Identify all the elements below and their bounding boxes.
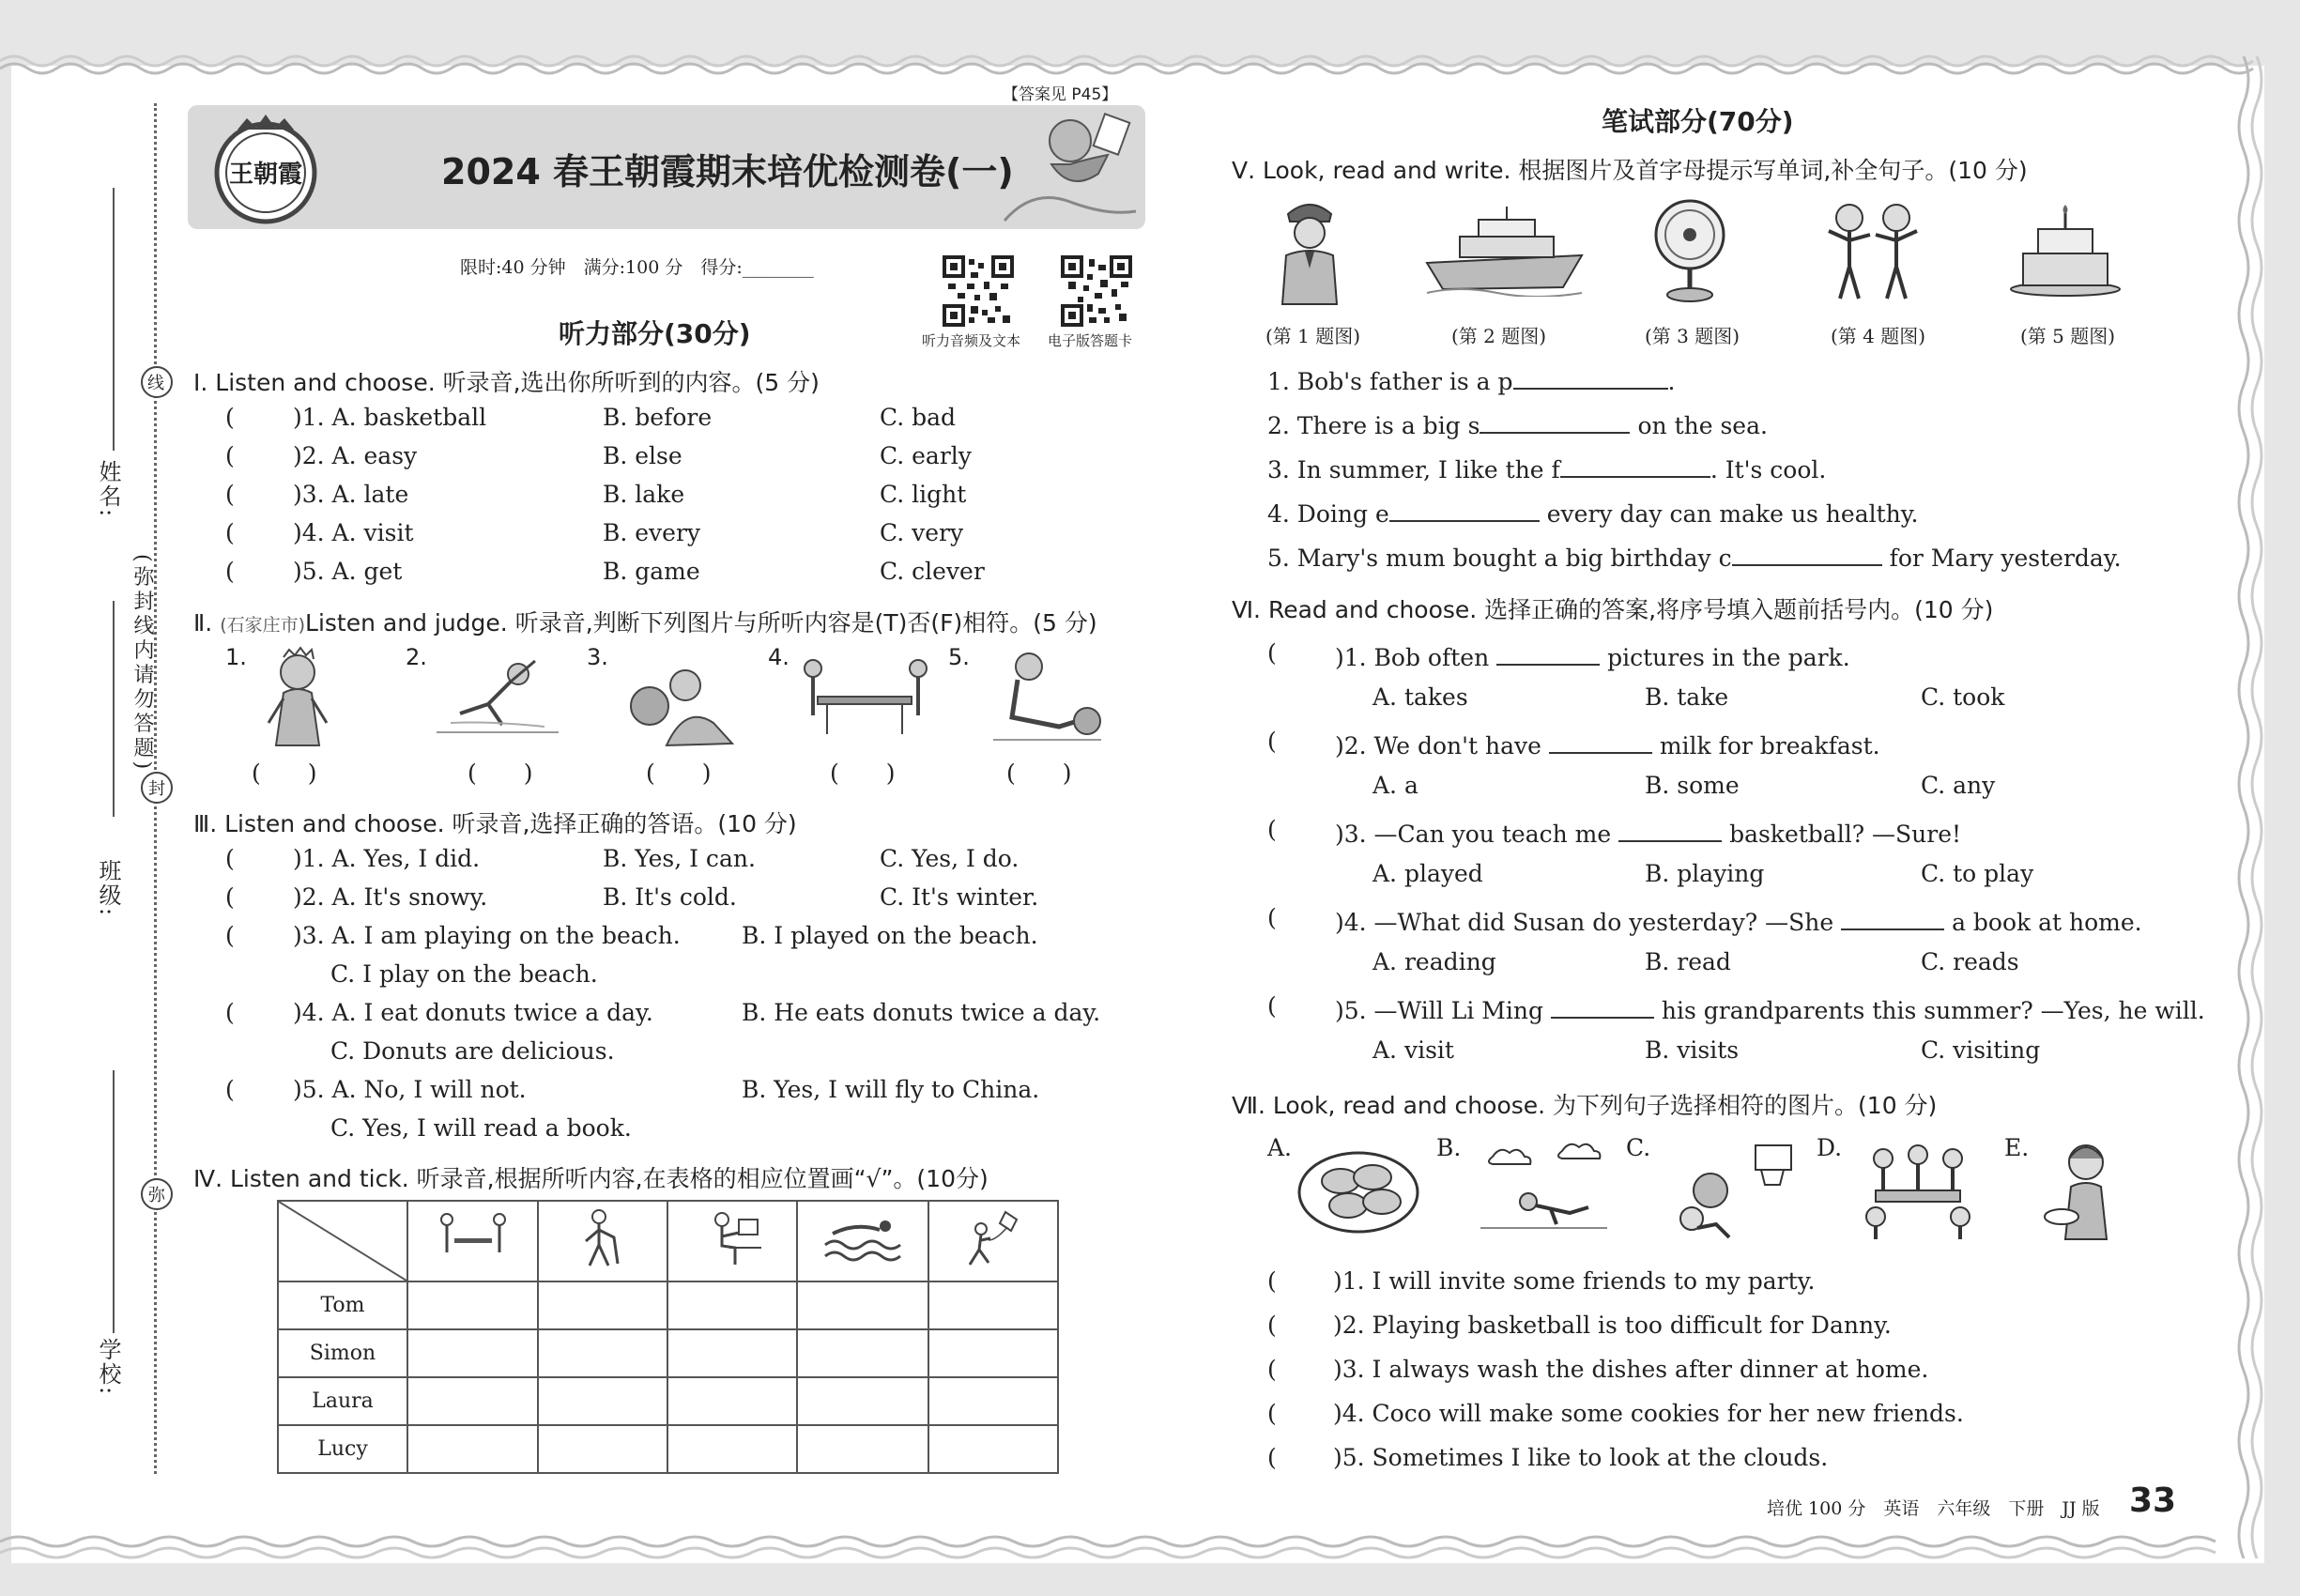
qr-caption-answer-sheet: 电子版答题卡 (1048, 332, 1133, 349)
s2-answer-paren-5[interactable]: ( ) (1006, 760, 1072, 787)
s5-q1-text: 1. Bob's father is a p (1267, 368, 1513, 395)
footer-info: 培优 100 分 英语 六年级 下册 JJ 版 (1767, 1498, 2100, 1519)
tick-cell[interactable] (928, 1377, 1058, 1425)
margin-mark-xian: 线 (141, 366, 173, 398)
s6-q4-b: a book at home. (1952, 909, 2142, 936)
picture-two-kids-exercising (1821, 193, 1924, 306)
s6-q1-blank[interactable] (1496, 639, 1600, 666)
section-1-title: Ⅰ. Listen and choose. 听录音,选出你所听到的内容。(5 分) (193, 369, 820, 396)
page-number: 33 (2129, 1481, 2177, 1520)
answer-paren[interactable]: ( (225, 922, 235, 949)
caption-pic-1: (第 1 题图) (1265, 325, 1361, 347)
s1-q2-a: )2. A. easy (293, 442, 418, 469)
s1-q3-a: )3. A. late (293, 481, 409, 508)
s6-q1-b: pictures in the park. (1607, 644, 1850, 671)
writing-section-title: 笔试部分(70分) (1602, 106, 1794, 137)
picture-girl-washing-dishes (2037, 1138, 2131, 1246)
tick-cell[interactable] (797, 1377, 928, 1425)
picture-fan (1648, 193, 1732, 306)
wavy-right-edge (2216, 56, 2281, 1558)
s7-item-3: )3. I always wash the dishes after dinner at home. (1333, 1356, 1929, 1383)
s6-q4-opt-a: A. reading (1372, 948, 1496, 975)
s7-letter-e: E. (2004, 1134, 2030, 1161)
answer-paren[interactable]: ( (1267, 1356, 1277, 1383)
s3-q5-c: C. Yes, I will read a book. (330, 1114, 632, 1142)
s6-q5 (1335, 992, 2205, 1024)
s1-q2-c: C. early (880, 442, 972, 469)
s3-q3-b: B. I played on the beach. (742, 922, 1038, 949)
s5-q4-end: every day can make us healthy. (1546, 500, 1919, 528)
s3-q2-b: B. It's cold. (603, 883, 737, 911)
header-title: 2024 春王朝霞期末培优检测卷(一) (441, 151, 1014, 192)
s6-q1 (1335, 639, 1850, 671)
picture-basketball-hoop (1664, 1138, 1800, 1241)
s3-q5-a: )5. A. No, I will not. (293, 1076, 527, 1103)
listening-section-title: 听力部分(30分) (559, 318, 751, 349)
s1-q1-b: B. before (603, 404, 713, 431)
s5-q4-blank[interactable] (1389, 496, 1540, 522)
answer-paren[interactable]: ( (225, 883, 235, 911)
tick-cell[interactable] (797, 1425, 928, 1473)
s5-q3-end: . It's cool. (1710, 456, 1827, 483)
s1-q5-c: C. clever (880, 558, 985, 585)
caption-pic-3: (第 3 题图) (1645, 325, 1740, 347)
diagonal-header-cell (278, 1201, 407, 1281)
s6-q1-opt-c: C. took (1921, 683, 2005, 711)
activity-kite-flying-icon (928, 1201, 1058, 1281)
caption-pic-2: (第 2 题图) (1451, 325, 1547, 347)
name-label: 姓名: (95, 460, 121, 519)
s7-letter-c: C. (1626, 1134, 1651, 1161)
s3-q3-a: )3. A. I am playing on the beach. (293, 922, 681, 949)
picture-girl-sitting (984, 646, 1106, 749)
section-7-title: Ⅶ. Look, read and choose. 为下列句子选择相符的图片。(10 分) (1232, 1092, 1938, 1119)
logo-badge (205, 111, 327, 228)
s7-item-4: )4. Coco will make some cookies for her new friends. (1333, 1400, 1964, 1427)
s5-q1 (1267, 363, 1675, 395)
s6-q4-opt-b: B. read (1645, 948, 1731, 975)
activity-computer-icon (667, 1201, 797, 1281)
answer-paren[interactable]: ( (225, 1076, 235, 1103)
section-3-title: Ⅲ. Listen and choose. 听录音,选择正确的答语。(10 分) (193, 810, 797, 837)
s6-q3 (1335, 816, 1961, 848)
tick-cell[interactable] (407, 1329, 538, 1377)
s6-q1-a: )1. Bob often (1335, 644, 1490, 671)
s5-q5-blank[interactable] (1732, 540, 1882, 566)
s6-q2-a: )2. We don't have (1335, 732, 1541, 760)
s6-q5-blank[interactable] (1551, 992, 1654, 1019)
s6-q2-blank[interactable] (1549, 728, 1652, 754)
tick-cell[interactable] (538, 1329, 667, 1377)
s6-q5-opt-b: B. visits (1645, 1036, 1740, 1064)
answer-paren[interactable]: ( (225, 404, 235, 431)
row-name-tom: Tom (278, 1281, 407, 1329)
qr-code-audio[interactable] (943, 255, 1014, 327)
picture-plate-of-cookies (1296, 1143, 1422, 1237)
s1-q4-c: C. very (880, 519, 964, 546)
answer-paren[interactable]: ( (225, 845, 235, 872)
tick-cell[interactable] (667, 1425, 797, 1473)
row-name-laura: Laura (278, 1377, 407, 1425)
answer-paren[interactable]: ( (1267, 992, 1277, 1020)
tick-table (277, 1200, 1059, 1474)
answer-paren[interactable]: ( (1267, 1312, 1277, 1339)
wavy-bottom-edge (0, 1530, 2300, 1568)
tick-cell[interactable] (928, 1425, 1058, 1473)
section-2-instruction: Listen and judge. 听录音,判断下列图片与所听内容是(T)否(F)相符。(5 分) (305, 609, 1097, 637)
tick-cell[interactable] (538, 1281, 667, 1329)
s6-q1-opt-a: A. takes (1372, 683, 1468, 711)
s6-q5-opt-c: C. visiting (1921, 1036, 2041, 1064)
s1-q1-c: C. bad (880, 404, 957, 431)
diagonal-line (279, 1202, 406, 1281)
s5-q2-end: on the sea. (1637, 412, 1768, 439)
picture-party-kids (1857, 1138, 1979, 1241)
answer-paren[interactable]: ( (225, 481, 235, 508)
tick-cell[interactable] (538, 1425, 667, 1473)
answer-paren[interactable]: ( (1267, 904, 1277, 931)
logo-text: 王朝霞 (228, 161, 303, 189)
section-2-numeral: Ⅱ. (193, 609, 221, 637)
picture-girl-with-crown (246, 644, 349, 747)
s5-q3-text: 3. In summer, I like the f (1267, 456, 1560, 483)
picture-kid-with-ball (620, 657, 742, 751)
s5-q2-text: 2. There is a big s (1267, 412, 1480, 439)
s2-num-1: 1. (225, 644, 247, 670)
s3-q2-a: )2. A. It's snowy. (293, 883, 488, 911)
s6-q2-opt-b: B. some (1645, 772, 1740, 799)
s6-q3-b: basketball? —Sure! (1729, 821, 1962, 848)
s6-q3-blank[interactable] (1618, 816, 1722, 842)
s5-q1-end: . (1667, 368, 1676, 395)
caption-pic-5: (第 5 题图) (2020, 325, 2116, 347)
s1-q3-b: B. lake (603, 481, 685, 508)
s3-q4-c: C. Donuts are delicious. (330, 1037, 615, 1065)
tick-cell[interactable] (407, 1377, 538, 1425)
answer-paren[interactable]: ( (1267, 816, 1277, 843)
s6-q3-opt-b: B. playing (1645, 860, 1765, 887)
s2-num-4: 4. (768, 644, 790, 670)
s5-q5 (1267, 540, 2122, 572)
wavy-top-edge (0, 52, 2300, 80)
s6-q2-b: milk for breakfast. (1659, 732, 1880, 760)
s6-q2-opt-a: A. a (1372, 772, 1418, 799)
s1-q1-a: )1. A. basketball (293, 404, 487, 431)
tick-cell[interactable] (407, 1425, 538, 1473)
s3-q1-a: )1. A. Yes, I did. (293, 845, 481, 872)
tick-cell[interactable] (407, 1281, 538, 1329)
s5-q4-text: 4. Doing e (1267, 500, 1389, 528)
no-answer-note: (弥封线内请勿答题) (130, 554, 154, 774)
limits-line: 限时:40 分钟 满分:100 分 得分:________ (460, 257, 814, 278)
section-2-title (193, 605, 1097, 638)
s3-q4-b: B. He eats donuts twice a day. (742, 999, 1101, 1026)
s6-q4 (1335, 904, 2142, 936)
answer-paren[interactable]: ( (225, 519, 235, 546)
s1-q4-b: B. every (603, 519, 701, 546)
s3-q1-c: C. Yes, I do. (880, 845, 1020, 872)
s6-q4-blank[interactable] (1841, 904, 1944, 930)
s5-q1-blank[interactable] (1513, 363, 1668, 390)
picture-kid-looking-at-clouds (1476, 1138, 1612, 1236)
s6-q4-a: )4. —What did Susan do yesterday? —She (1335, 909, 1834, 936)
activity-table-tennis-icon (407, 1201, 538, 1281)
s6-q5-b: his grandparents this summer? —Yes, he will. (1661, 997, 2205, 1024)
s6-q2 (1335, 728, 1880, 760)
s3-q4-a: )4. A. I eat donuts twice a day. (293, 999, 653, 1026)
tick-cell[interactable] (667, 1377, 797, 1425)
s1-q5-a: )5. A. get (293, 558, 403, 585)
s1-q5-b: B. game (603, 558, 700, 585)
answer-reference: 【答案见 P45】 (1003, 85, 1118, 104)
section-6-title: Ⅵ. Read and choose. 选择正确的答案,将序号填入题前括号内。(10 分) (1232, 596, 1994, 623)
s5-q4 (1267, 496, 1919, 528)
qr-code-answer-sheet[interactable] (1061, 255, 1132, 327)
answer-paren[interactable]: ( (1267, 1444, 1277, 1471)
s5-q3 (1267, 452, 1826, 483)
tick-cell[interactable] (667, 1329, 797, 1377)
activity-swimming-icon (797, 1201, 928, 1281)
s5-q3-blank[interactable] (1560, 452, 1710, 478)
answer-paren[interactable]: ( (1267, 728, 1277, 755)
picture-birthday-cake (2004, 203, 2126, 297)
s2-answer-paren-4[interactable]: ( ) (830, 760, 896, 787)
s6-q5-a: )5. —Will Li Ming (1335, 997, 1543, 1024)
s6-q3-a: )3. —Can you teach me (1335, 821, 1612, 848)
tick-cell[interactable] (797, 1329, 928, 1377)
answer-paren[interactable]: ( (1267, 1267, 1277, 1295)
mascot-illustration (995, 99, 1145, 230)
s7-letter-a: A. (1267, 1134, 1293, 1161)
class-underline (113, 1070, 115, 1333)
s6-q3-opt-a: A. played (1372, 860, 1483, 887)
s2-answer-paren-3[interactable]: ( ) (646, 760, 712, 787)
s2-num-5: 5. (948, 644, 970, 670)
s3-q3-c: C. I play on the beach. (330, 960, 598, 988)
s6-q5-opt-a: A. visit (1372, 1036, 1454, 1064)
section-4-title: Ⅳ. Listen and tick. 听录音,根据所听内容,在表格的相应位置画“√”。(10分) (193, 1165, 989, 1192)
class-label: 班级: (95, 859, 121, 918)
school-label: 学校: (95, 1338, 121, 1397)
s2-num-3: 3. (587, 644, 608, 670)
name-underline (113, 188, 115, 451)
s3-q2-c: C. It's winter. (880, 883, 1039, 911)
margin-mark-mi: 弥 (141, 1178, 173, 1210)
qr-caption-audio: 听力音频及文本 (922, 332, 1021, 349)
s5-q2-blank[interactable] (1480, 407, 1630, 434)
s1-q3-c: C. light (880, 481, 967, 508)
answer-paren[interactable]: ( (225, 999, 235, 1026)
s6-q1-opt-b: B. take (1645, 683, 1729, 711)
s1-q4-a: )4. A. visit (293, 519, 414, 546)
s7-item-5: )5. Sometimes I like to look at the clouds. (1333, 1444, 1829, 1471)
tick-table-wrap (277, 1200, 1059, 1474)
caption-pic-4: (第 4 题图) (1831, 325, 1926, 347)
answer-paren[interactable]: ( (225, 558, 235, 585)
s7-item-1: )1. I will invite some friends to my party. (1333, 1267, 1816, 1295)
tick-cell[interactable] (667, 1281, 797, 1329)
row-name-simon: Simon (278, 1329, 407, 1377)
s5-q2 (1267, 407, 1768, 439)
s7-letter-b: B. (1436, 1134, 1462, 1161)
answer-paren[interactable]: ( (225, 442, 235, 469)
picture-policeman (1267, 193, 1352, 306)
s3-q5-b: B. Yes, I will fly to China. (742, 1076, 1040, 1103)
row-name-lucy: Lucy (278, 1425, 407, 1473)
section-2-region: (石家庄市) (220, 615, 306, 636)
s6-q3-opt-c: C. to play (1921, 860, 2034, 887)
tick-cell[interactable] (928, 1329, 1058, 1377)
name-field-line (113, 601, 115, 817)
picture-ship (1422, 203, 1587, 297)
s7-letter-d: D. (1817, 1134, 1843, 1161)
s5-q5-end: for Mary yesterday. (1889, 545, 2122, 572)
s2-answer-paren-1[interactable]: ( ) (252, 760, 317, 787)
s5-q5-text: 5. Mary's mum bought a big birthday c (1267, 545, 1732, 572)
margin-mark-feng: 封 (141, 772, 173, 804)
tick-cell[interactable] (797, 1281, 928, 1329)
s6-q2-opt-c: C. any (1921, 772, 1996, 799)
s2-num-2: 2. (406, 644, 427, 670)
picture-boy-jumping (432, 648, 563, 742)
s7-item-2: )2. Playing basketball is too difficult for Danny. (1333, 1312, 1892, 1339)
answer-paren[interactable]: ( (1267, 1400, 1277, 1427)
s2-answer-paren-2[interactable]: ( ) (468, 760, 533, 787)
s1-q2-b: B. else (603, 442, 682, 469)
answer-paren[interactable]: ( (1267, 639, 1277, 667)
section-5-title: Ⅴ. Look, read and write. 根据图片及首字母提示写单词,补全句子。(10 分) (1232, 157, 2028, 184)
picture-table-tennis (794, 650, 935, 744)
tick-cell[interactable] (928, 1281, 1058, 1329)
s3-q1-b: B. Yes, I can. (603, 845, 756, 872)
s6-q4-opt-c: C. reads (1921, 948, 2019, 975)
activity-walking-icon (538, 1201, 667, 1281)
tick-cell[interactable] (538, 1377, 667, 1425)
